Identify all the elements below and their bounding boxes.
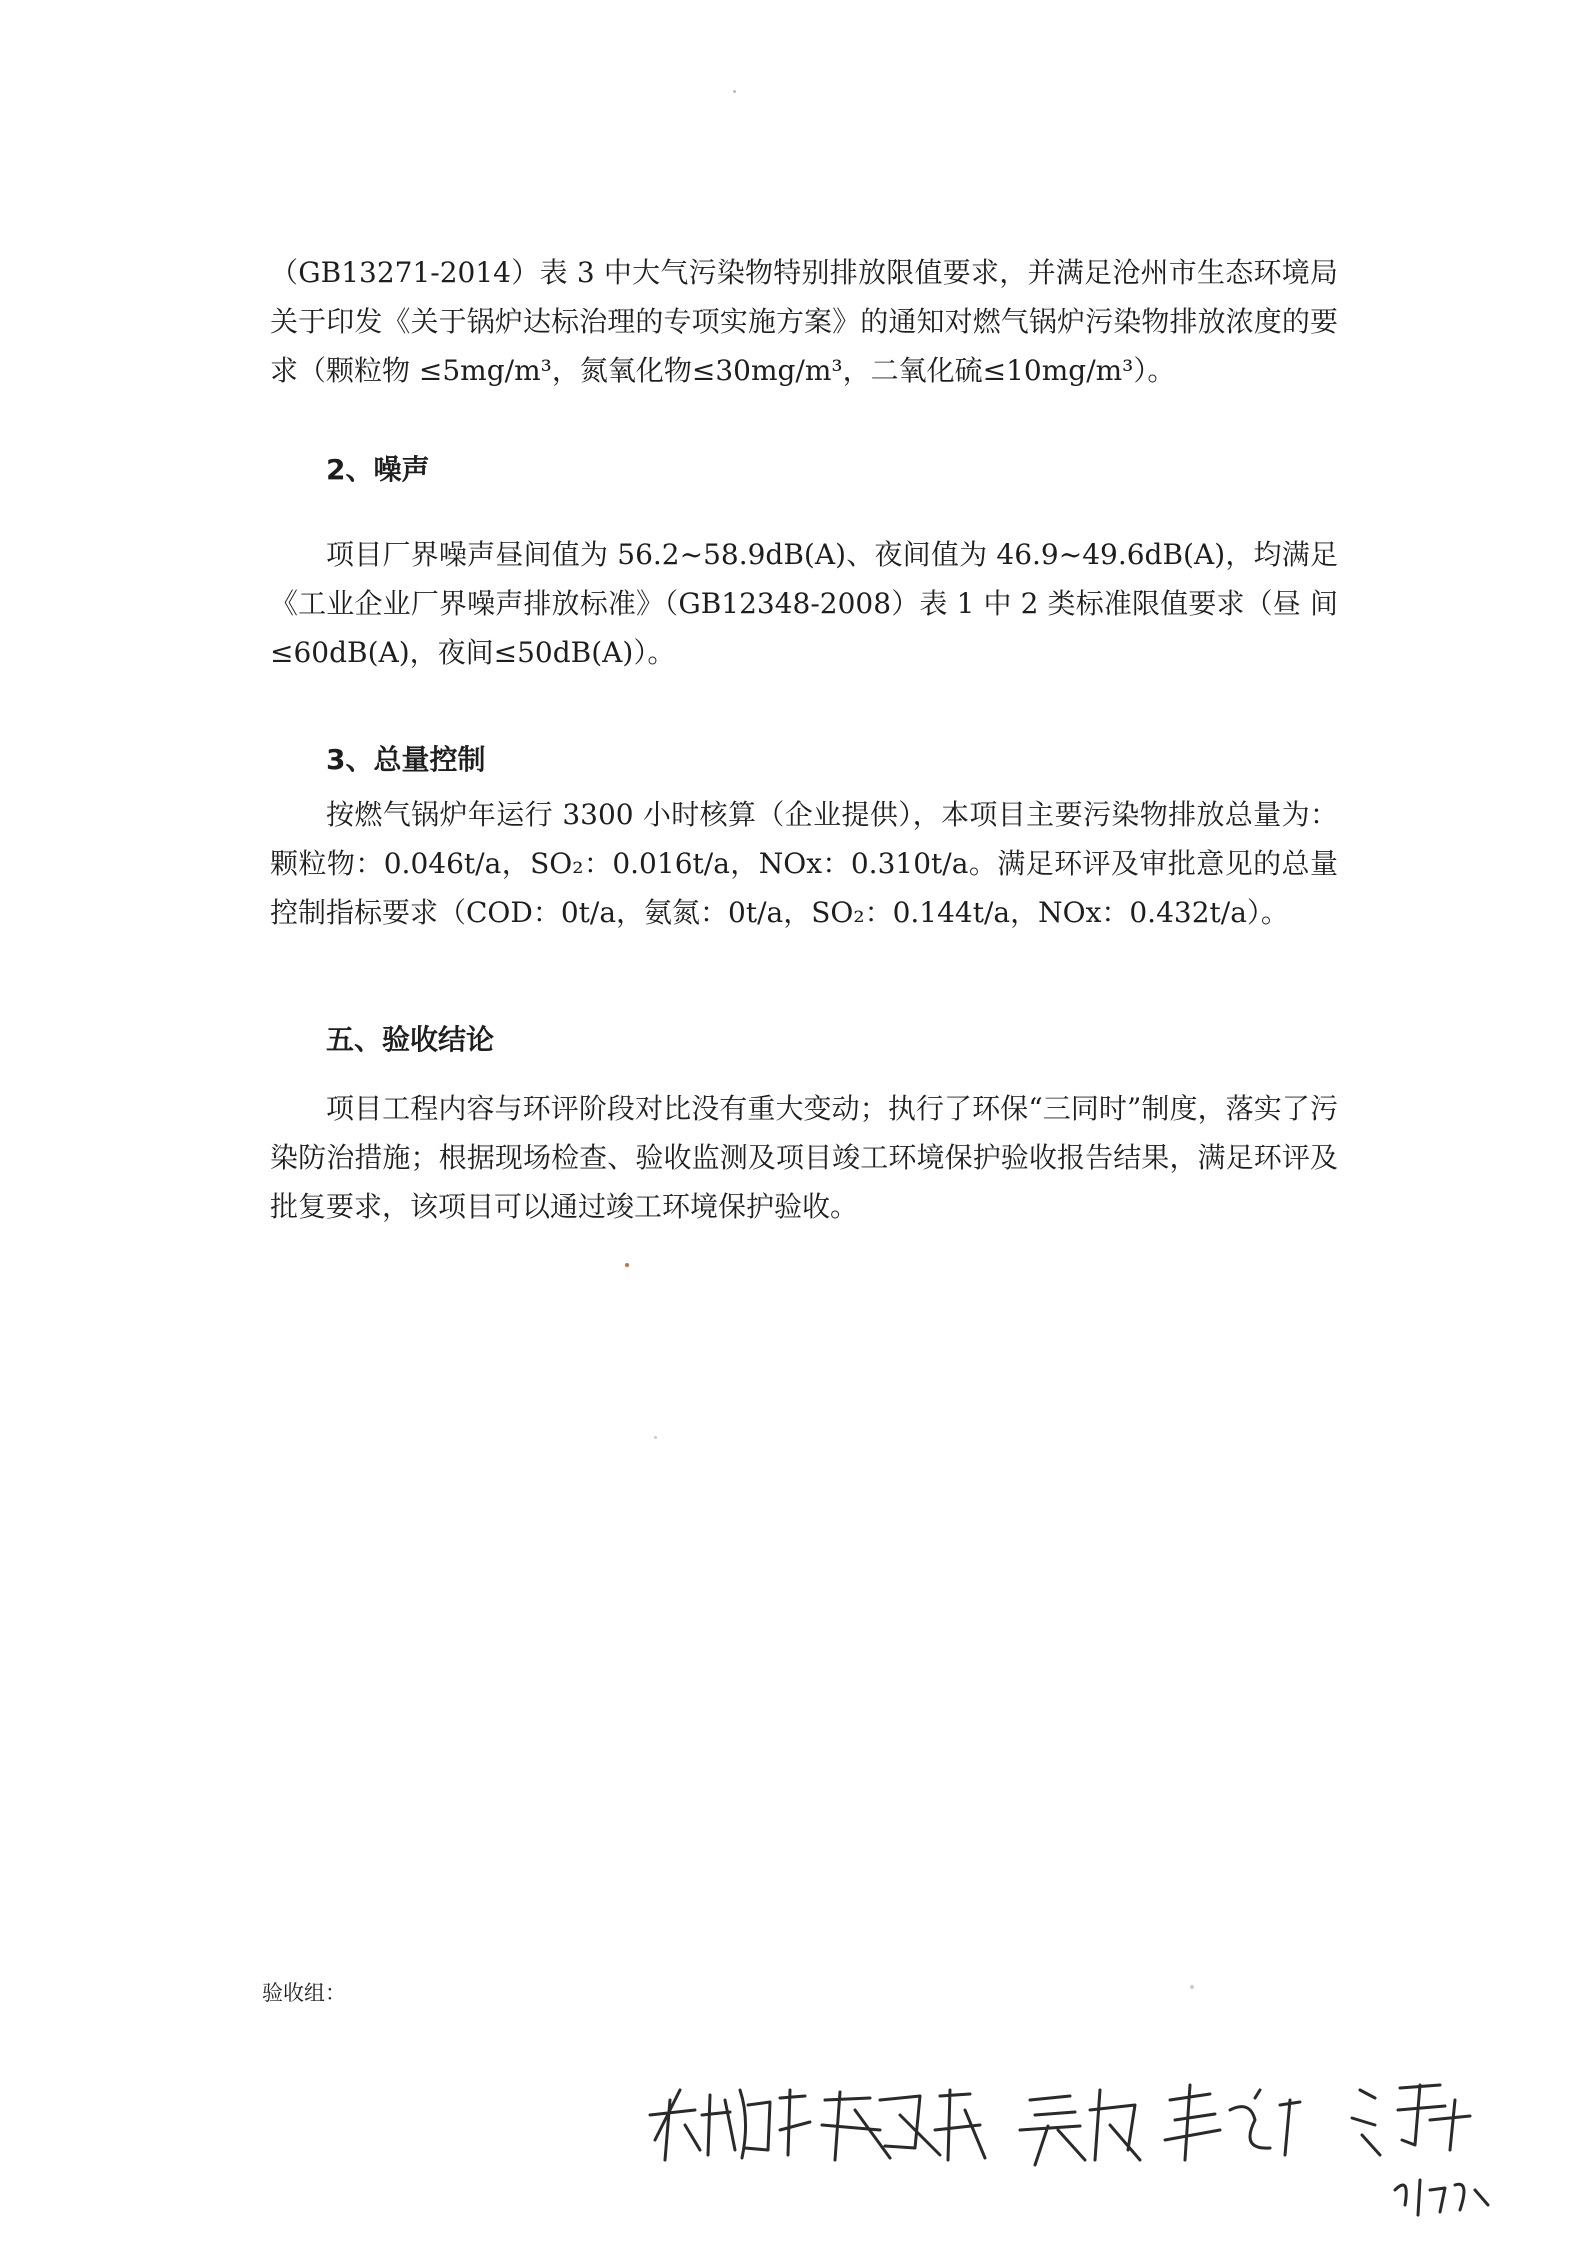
- noise-heading: 2、噪声: [326, 453, 430, 486]
- conclusion-paragraph: 项目工程内容与环评阶段对比没有重大变动；执行了环保“三同时”制度，落实了污染防治措施；根据现场检查、验收监测及项目竣工环境保护验收报告结果，满足环评及批复要求，该项目可以通过竣工环境保护验收。: [270, 1092, 1338, 1223]
- scan-speck: [1190, 1985, 1194, 1989]
- acceptance-group-label: 验收组：: [262, 1981, 346, 2005]
- total-control-paragraph: 按燃气锅炉年运行 3300 小时核算（企业提供），本项目主要污染物排放总量为：颗粒物：0.046t/a，SO₂：0.016t/a，NOx：0.310t/a。满足环评及审批意见的总量控制指标要求（COD：0t/a，氨氮：0t/a，SO₂：0.144t/a，NOx：0.432t/a）。: [270, 798, 1338, 929]
- emission-paragraph: （GB13271-2014）表 3 中大气污染物特别排放限值要求，并满足沧州市生态环境局关于印发《关于锅炉达标治理的专项实施方案》的通知对燃气锅炉污染物排放浓度的要求（颗粒物 ≤5mg/m³，氮氧化物≤30mg/m³，二氧化硫≤10mg/m³）。: [270, 256, 1338, 387]
- scan-speck: [733, 90, 736, 93]
- signatures-image: [640, 2030, 1520, 2230]
- scan-speck: [654, 1436, 657, 1439]
- noise-paragraph: 项目厂界噪声昼间值为 56.2~58.9dB(A)、夜间值为 46.9~49.6dB(A)，均满足《工业企业厂界噪声排放标准》（GB12348-2008）表 1 中 2 类标准限值要求（昼 间≤60dB(A)，夜间≤50dB(A)）。: [270, 538, 1338, 669]
- conclusion-heading: 五、验收结论: [326, 1023, 495, 1056]
- total-control-heading: 3、总量控制: [326, 743, 486, 776]
- scan-speck: [625, 1263, 629, 1267]
